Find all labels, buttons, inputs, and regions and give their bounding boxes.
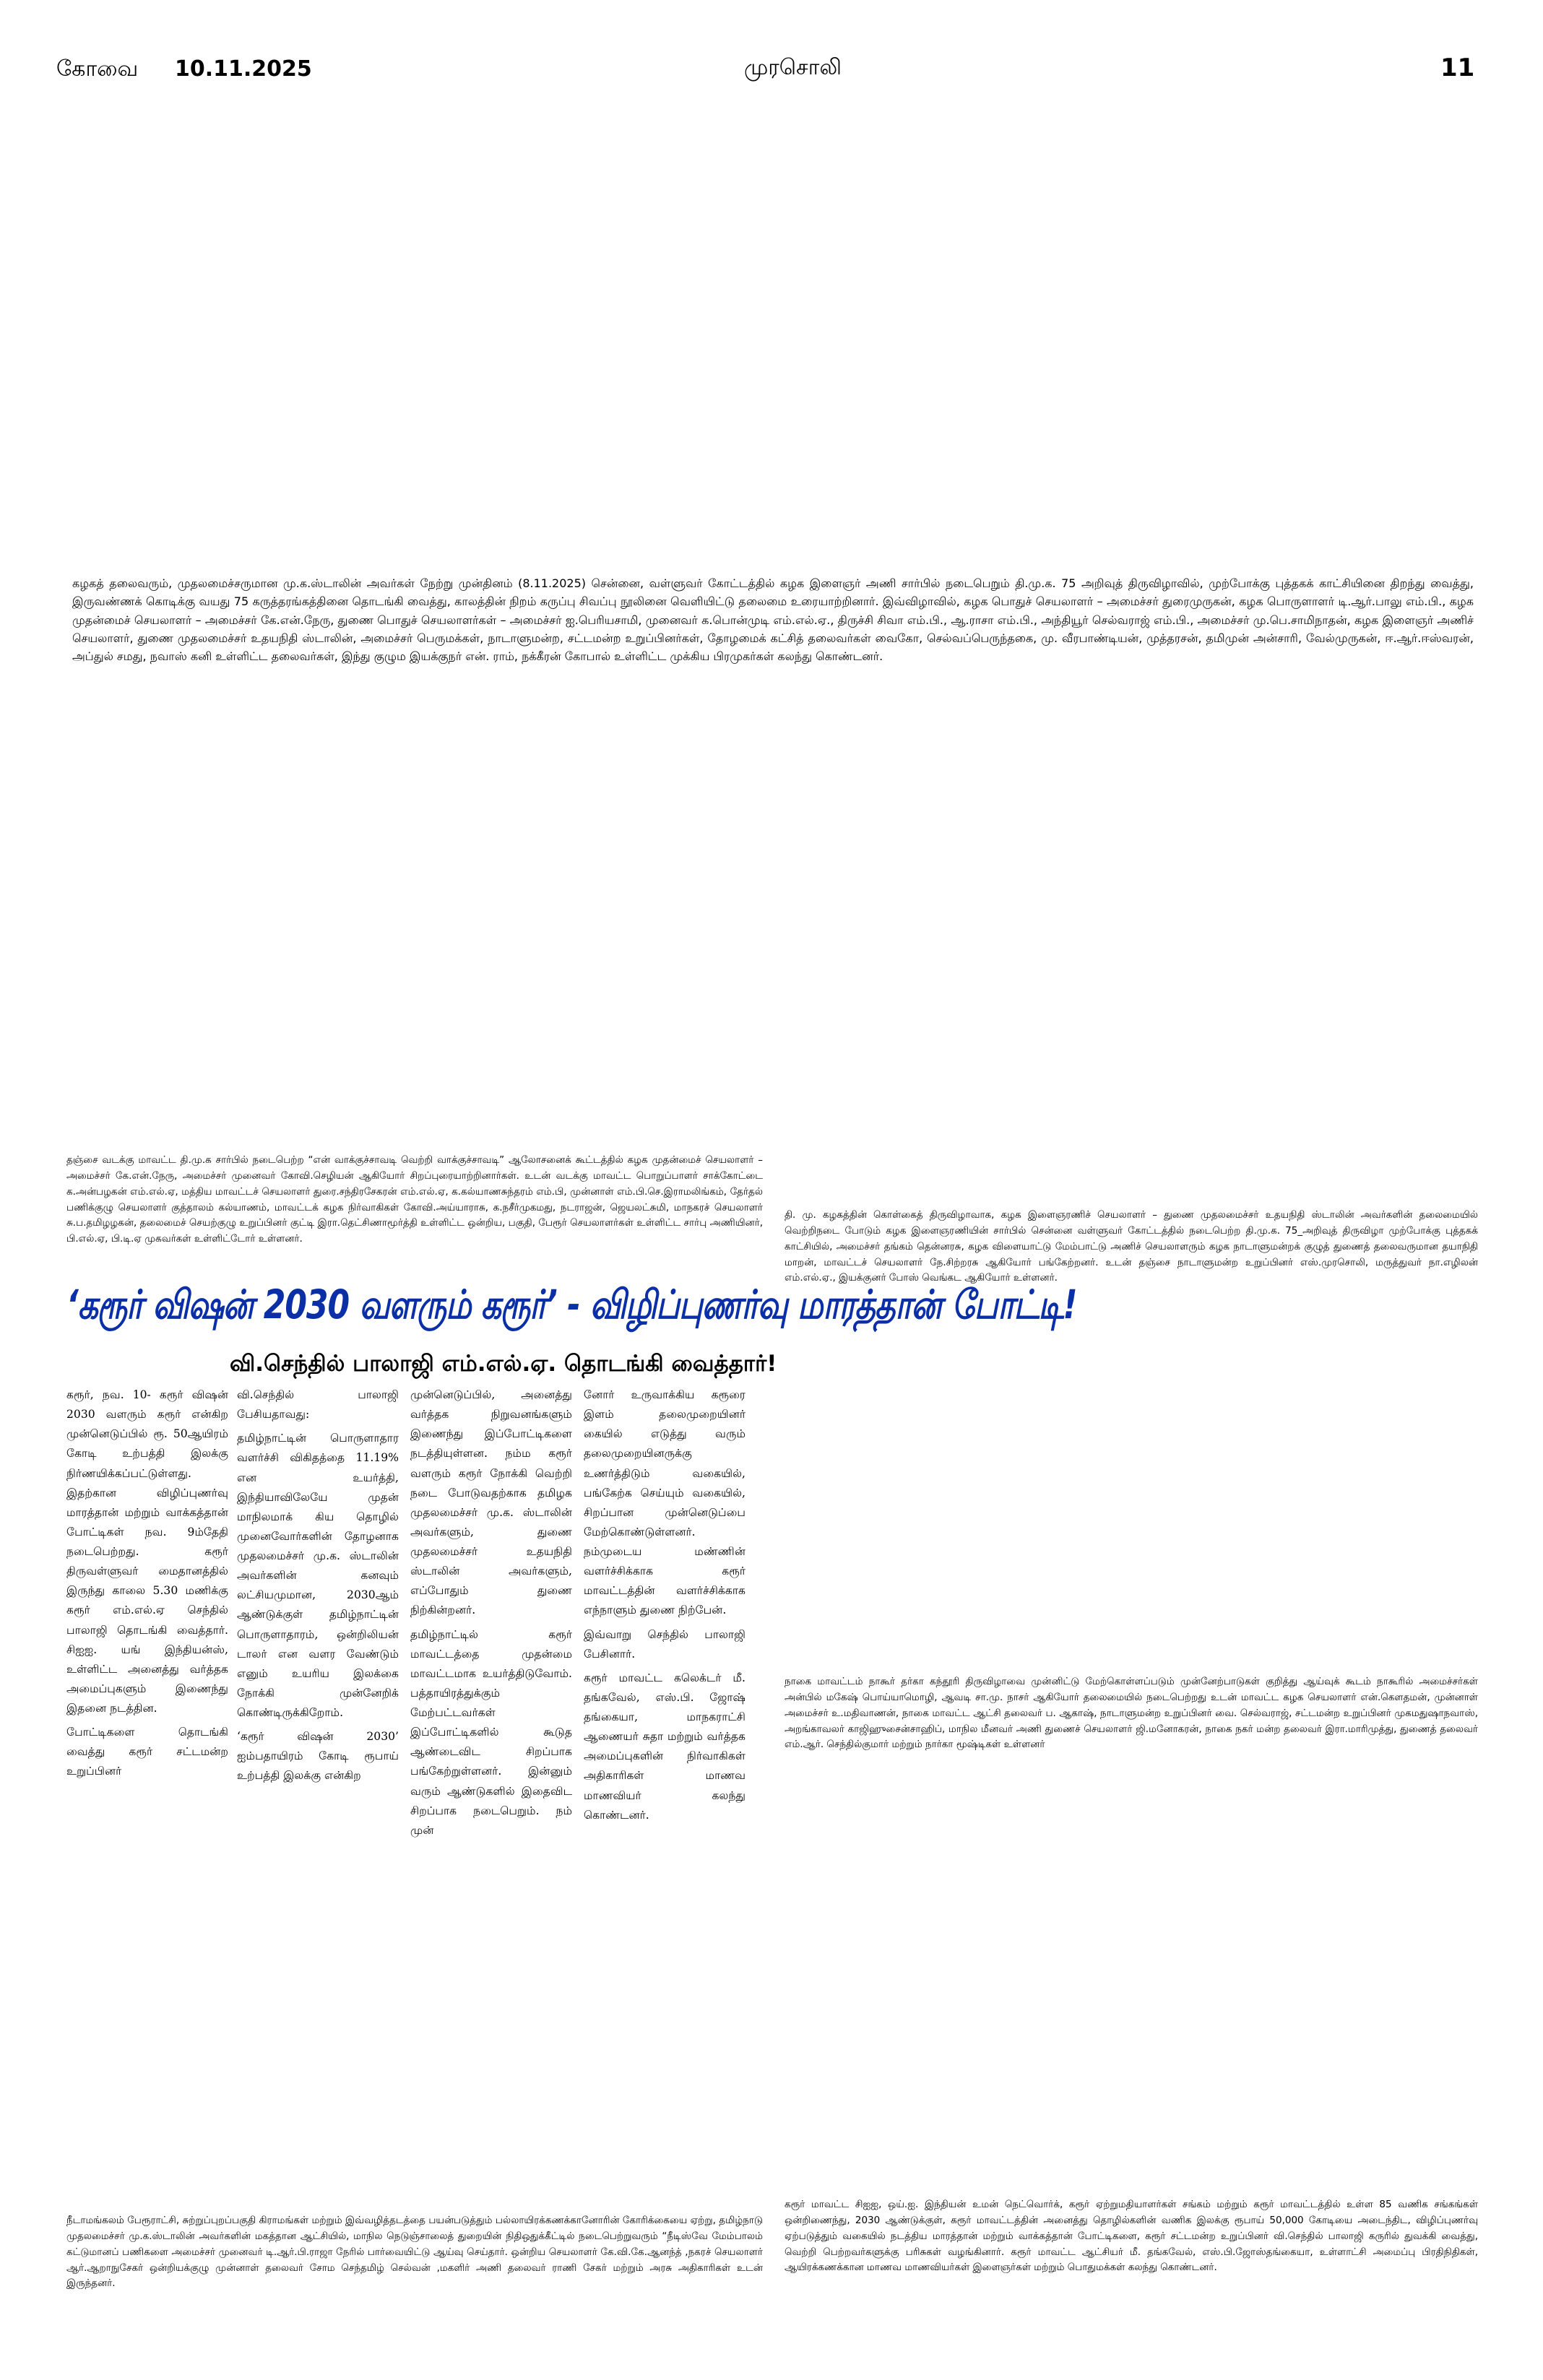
publication-date: 10.11.2025 [175, 56, 312, 82]
article-headline: ‘கரூர் விஷன் 2030 வளரும் கரூர்’ - விழிப்புணர்வு மாரத்தான் போட்டி! [66, 1282, 1077, 1328]
article-paragraph: போட்டிகளை தொடங்கி வைத்து கரூர் சட்டமன்ற உறுப்பினர் [66, 1726, 228, 1778]
article-column-2 [237, 1385, 399, 1791]
article-paragraph: னோர் உருவாக்கிய கரூரை இளம் தலைமுறையினர் கையில் எடுத்து வரும் தலைமுறையினருக்கு உணர்த்திடும் வகையில், பங்கேற்க செய்யும் வகையில், சிறப்பான முன்னெடுப்பை மேற்கொண்டுள்ளனர். நம்முடைய மண்ணின் வளர்ச்சிக்காக கரூர் மாவட்டத்தின் வளர்ச்சிக்காக எந்நாளும் துணை நிற்பேன். [584, 1388, 745, 1617]
article-paragraph: இவ்வாறு செந்தில் பாலாஜி பேசினார். [584, 1627, 745, 1661]
article-column-4 [584, 1385, 745, 1830]
edition-name: கோவை [56, 56, 139, 82]
article-paragraph: தமிழ்நாட்டின் பொருளாதார வளர்ச்சி விகிதத்தை 11.19% என உயர்த்தி, இந்தியாவிலேயே முதன் மாநிலமாக் கிய தொழில் முனைவோர்களின் தோழனாக முதலமைச்சர் மு.க. ஸ்டாலின் அவர்களின் கனவும் லட்சியமுமான, 2030ஆம் ஆண்டுக்குள் தமிழ்நாட்டின் பொருளாதாரம், ஒன்றிலியன் டாலர் என வளர வேண்டும் எனும் உயரிய இலக்கை நோக்கி முன்னேறிக் கொண்டிருக்கிறோம். [237, 1432, 399, 1719]
article-column-1 [66, 1385, 228, 1786]
page-number: 11 [1440, 53, 1475, 82]
bottom-left-photo-caption: நீடாமங்கலம் பேரூராட்சி, சுற்றுப்புறப்பகுதி கிராமங்கள் மற்றும் இவ்வழித்தடத்தை பயன்படுத்தும் பல்லாயிரக்கணக்கானோரின் கோரிக்கையை ஏற்று, தமிழ்நாடு முதலமைச்சர் மு.க.ஸ்டாலின் அவர்களின் மகத்தான ஆட்சியில், மாநில நெடுஞ்சாலைத் துறையின் நிதிஒதுக்கீட்டில் நடைபெற்றுவரும் “நீடிஸ்வே மேம்பாலம் கட்டுமானப் பணிகளை அமைச்சர் முனைவர் டி.ஆர்.பி.ராஜா நேரில் பார்வையிட்டு ஆய்வு செய்தார். ஒன்றிய செயலாளர் கே.வி.கே.ஆனந்த் ,நகரச் செயலாளர் ஆர்.ஆறாநுசேகர் ஒன்றியக்குழு முன்னாள் தலைவர் சோம செந்தமிழ் செல்வன் ,மகளிர் அணி தலைவர் ராணி சேகர் மற்றும் அரசு அதிகாரிகள் உடன் இருந்தனர். [66, 2215, 763, 2290]
article-paragraph: முன்னெடுப்பில், அனைத்து வர்த்தக நிறுவனங்களும் இணைந்து இப்போட்டிகளை நடத்தியுள்ளன. நம்ம கரூர் வளரும் கரூர் நோக்கி வெற்றி நடை போடுவதற்காக தமிழக முதலமைச்சர் மு.க. ஸ்டாலின் அவர்களும், துணை முதலமைச்சர் உதயநிதி ஸ்டாலின் அவர்களும், எப்போதும் துணை நிற்கின்றனர். [410, 1388, 572, 1617]
article-paragraph: தமிழ்நாட்டில் கரூர் மாவட்டத்தை முதன்மை மாவட்டமாக உயர்த்திடுவோம். பத்தாயிரத்துக்கும் மேற்பட்டவர்கள் இப்போட்டிகளில் கூடுத ஆண்டைவிட சிறப்பாக பங்கேற்றுள்ளனர். இன்னும் வரும் ஆண்டுகளில் இதைவிட சிறப்பாக நடைபெறும். நம் முன் [410, 1627, 572, 1837]
thanjavur-photo-caption: தஞ்சை வடக்கு மாவட்ட தி.மு.க சார்பில் நடைபெற்ற “என் வாக்குச்சாவடி வெற்றி வாக்குச்சாவடி” ஆலோசனைக் கூட்டத்தில் கழக முதன்மைச் செயலாளர் – அமைச்சர் கே.என்.நேரு, அமைச்சர் முனைவர் கோவி.செழியன் ஆகியோர் சிறப்புரையாற்றினார்கள். உடன் வடக்கு மாவட்ட பொறுப்பாளர் சாக்கோட்டை க.அன்பழகன் எம்.எல்.ஏ, மத்திய மாவட்டச் செயலாளர் துரை.சந்திரசேகரன் எம்.எல்.ஏ, க.கல்யாணசுந்தரம் எம்.பி, முன்னாள் எம்.பி.செ.இராமலிங்கம், தேர்தல் பணிக்குழு செயலாளர் குத்தாலம் கல்யாணம், மாவட்டக் கழக நிர்வாகிகள் கோவி.அய்யாராசு, க.நசீர்முகமது, நடராஜன், ஜெயலட்சுமி, மாநகரச் செயலாளர் சு.ப.தமிழழகன், தலைமைச் செயற்குழு உறுப்பினர் குட்டி இரா.தெட்சிணாமூர்த்தி உள்ளிட்ட ஒன்றிய, பகுதி, பேரூர் செயலாளர்கள் உள்ளிட்ட சார்பு அணியினர், பி.எல்.ஏ, பி.டி.ஏ முகவர்கள் உள்ளிட்டோர் உள்ளனர். [66, 1154, 764, 1245]
masthead: முரசொலி [744, 55, 842, 80]
article-column-3 [410, 1385, 572, 1845]
article-paragraph: கரூர், நவ. 10- கரூர் விஷன் 2030 வளரும் கரூர் என்கிற முன்னெடுப்பில் ரூ. 50ஆயிரம் கோடி உற்பத்தி இலக்கு நிர்ணயிக்கப்பட்டுள்ளது. இதற்கான விழிப்புணர்வு மாரத்தான் மற்றும் வாக்கத்தான் போட்டிகள் நவ. 9ம்தேதி நடைபெற்றது. கரூர் திருவள்ளுவர் மைதானத்தில் இருந்து காலை 5.30 மணிக்கு கரூர் எம்.எல்.ஏ செந்தில் பாலாஜி தொடங்கி வைத்தார். சிஐஐ. யங் இந்தியன்ஸ், உள்ளிட்ட அனைத்து வர்த்தக அமைப்புகளும் இணைந்து இதனை நடத்தின. [66, 1388, 228, 1715]
right-top-photo-caption: தி. மு. கழகத்தின் கொள்கைத் திருவிழாவாக, கழக இளைஞரணிச் செயலாளர் – துணை முதலமைச்சர் உதயநிதி ஸ்டாலின் அவர்களின் தலைமையில் வெற்றிநடை போடும் கழக இளைஞரணியின் சார்பில் சென்னை வள்ளுவர் கோட்டத்தில் நடைபெற்ற தி.மு.க. 75_அறிவுத் திருவிழா முற்போக்கு புத்தகக் காட்சியில், அமைச்சர் தங்கம் தென்னரசு, கழக விளையாட்டு மேம்பாட்டு அணிச் செயலாளரும் கழக நாடாளுமன்றக் குழுத் துணைத் தலைவருமான தயாநிதி மாறன், மாவட்டச் செயலாளர் நே.சிற்றரசு ஆகியோர் பங்கேற்றனர். உடன் தஞ்சை நாடாளுமன்ற உறுப்பினர் எஸ்.முரசொலி, மருத்துவர் நா.எழிலன் எம்.எல்.ஏ., இயக்குனர் போஸ் வெங்கட ஆகியோர் உள்ளனர். [785, 1209, 1478, 1284]
top-photo-caption: கழகத் தலைவரும், முதலமைச்சருமான மு.க.ஸ்டாலின் அவர்கள் நேற்று முன்தினம் (8.11.2025) சென்னை, வள்ளுவர் கோட்டத்தில் கழக இளைஞர் அணி சார்பில் நடைபெறும் தி.மு.க. 75 அறிவுத் திருவிழாவில், முற்போக்கு புத்தகக் காட்சியினை திறந்து வைத்து, இருவண்ணக் கொடிக்கு வயது 75 கருத்தரங்கத்தினை தொடங்கி வைத்து, காலத்தின் நிறம் கருப்பு சிவப்பு நூலினை வெளியிட்டு தலைமை உரையாற்றினார். இவ்விழாவில், கழக பொதுச் செயலாளர் – அமைச்சர் துரைமுருகன், கழக பொருளாளர் டி.ஆர்.பாலு எம்.பி., கழக முதன்மைச் செயலாளர் – அமைச்சர் கே.என்.நேரு, துணை பொதுச் செயலாளர்கள் – அமைச்சர் ஐ.பெரியசாமி, முனைவர் க.பொன்முடி எம்.எல்.ஏ., திருச்சி சிவா எம்.பி., ஆ.ராசா எம்.பி., அந்தியூர் செல்வராஜ் எம்.பி., அமைச்சர் மு.பெ.சாமிநாதன், கழக இளைஞர் அணிச் செயலாளர், துணை முதலமைச்சர் உதயநிதி ஸ்டாலின், அமைச்சர் பெருமக்கள், நாடாளுமன்ற, சட்டமன்ற உறுப்பினர்கள், தோழமைக் கட்சித் தலைவர்கள் வைகோ, செல்வப்பெருந்தகை, மு. வீரபாண்டியன், முத்தரசன், தமிமுன் அன்சாரி, வேல்முருகன், ஈ.ஆர்.ஈஸ்வரன், அப்துல் சமது, நவாஸ் கனி உள்ளிட்ட தலைவர்கள், இந்து குழும இயக்குநர் என். ராம், நக்கீரன் கோபால் உள்ளிட்ட முக்கிய பிரமுகர்கள் கலந்து கொண்டனர். [72, 576, 1474, 664]
article-paragraph: ‘கரூர் விஷன் 2030’ ஐம்பதாயிரம் கோடி ரூபாய் உற்பத்தி இலக்கு என்கிற [237, 1730, 399, 1783]
article-subheadline: வி.செந்தில் பாலாஜி எம்.எல்.ஏ. தொடங்கி வைத்தார்! [230, 1351, 777, 1377]
right-middle-photo-caption: நாகை மாவட்டம் நாகூர் தர்கா கந்தூரி திருவிழாவை முன்னிட்டு மேற்கொள்ளப்படும் முன்னேற்பாடுகள் குறித்து ஆய்வுக் கூடம் நாகூரில் அமைச்சர்கள் அன்பில் மகேஷ் பொய்யாமொழி, ஆவடி சா.மு. நாசர் ஆகியோர் தலைமையில் நடைபெற்றது உடன் மாவட்ட கழக செயலாளர் என்.கௌதமன், முன்னாள் அமைச்சர் உ.மதிவாணன், நாகை மாவட்ட ஆட்சி தலைவர் ப. ஆகாஷ், நாடாளுமன்ற உறுப்பினர் வை. செல்வராஜ், சட்டமன்ற உறுப்பினர் முகமதுஷாநவாஸ், அறங்காவலர் காஜிஹுசைன்சாஹிப், மாநில மீனவர் அணி துணைச் செயலாளர் ஜி.மனோகரன், நாகை நகர் மன்ற தலைவர் இரா.மாரிமுத்து, துணைத் தலைவர் எம்.ஆர். செந்தில்குமார் மற்றும் நார்கா மூஷ்டிகள் உள்ளனர் [785, 1676, 1478, 1751]
article-paragraph: கரூர் மாவட்ட கலெக்டர் மீ. தங்கவேல், எஸ்.பி. ஜோஷ் தங்கையா, மாநகராட்சி ஆணையர் சுதா மற்றும் வர்த்தக அமைப்புகளின் நிர்வாகிகள் அதிகாரிகள் மாணவ மாணவியர் கலந்து கொண்டனர். [584, 1671, 745, 1822]
bottom-right-photo-caption: கரூர் மாவட்ட சிஐஐ, ஒய்.ஐ. இந்தியன் உமன் நெட்வொர்க், கரூர் ஏற்றுமதியாளர்கள் சங்கம் மற்றும் கரூர் மாவட்டத்தில் உள்ள 85 வணிக சங்கங்கள் ஒன்றிணைந்து, 2030 ஆண்டுக்குள், கரூர் மாவட்டத்தின் அனைத்து தொழில்களின் வணிக இலக்கு ரூபாய் 50,000 கோடியை அடைந்திட, விழிப்புணர்வு ஏற்படுத்தும் வகையில் நடத்திய மாரத்தான் மற்றும் வாக்கத்தான் போட்டிகளை, கரூர் சட்டமன்ற உறுப்பினர் வி.செந்தில் பாலாஜி கருரில் துவக்கி வைத்து, வெற்றி பெற்றவர்களுக்கு பரிசுகள் வழங்கினார். கரூர் மாவட்ட ஆட்சியர் மீ. தங்கவேல், எஸ்.பி.ஜோஸ்தங்கையா, உள்ளாட்சி அமைப்பு பிரதிநிதிகள், ஆயிரக்கணக்கான மாணவ மாணவியர்கள் இளைஞர்கள் மற்றும் பொதுமக்கள் கலந்து கொண்டனர். [785, 2199, 1478, 2274]
article-paragraph: வி.செந்தில் பாலாஜி பேசியதாவது: [237, 1388, 399, 1421]
